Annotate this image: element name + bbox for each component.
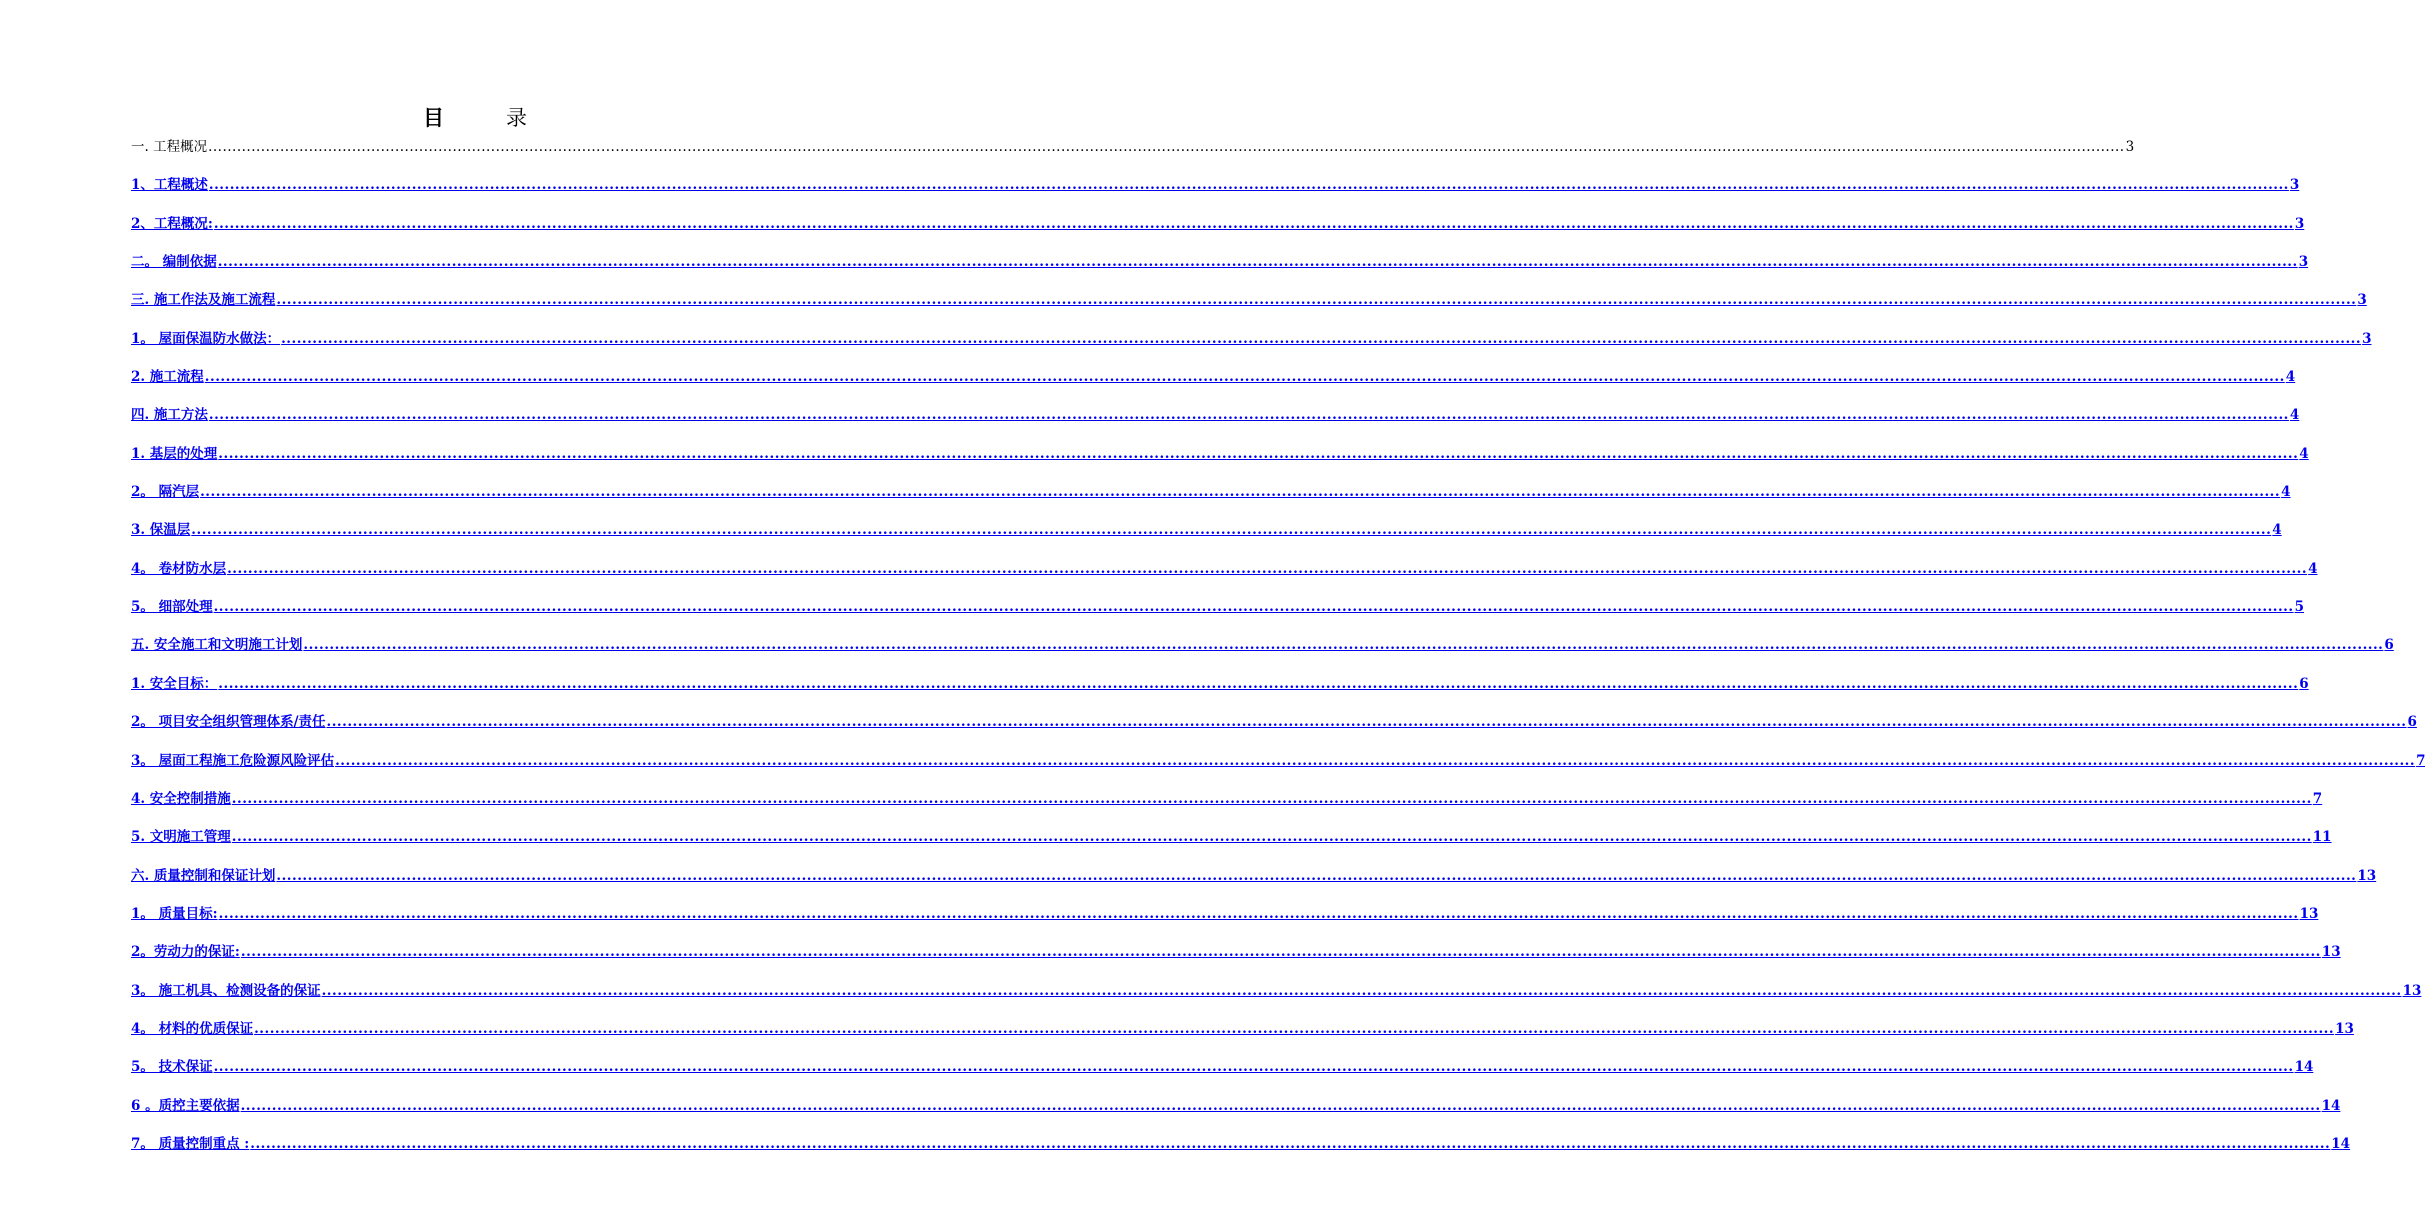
toc-entry-page-number: 3	[2357, 292, 2367, 309]
toc-dot-leader: ................................................................................................................................................................................................................................................................................................................................................................................................................	[250, 1135, 2331, 1152]
toc-entry-page-number: 11	[2312, 829, 2332, 846]
toc-entry-label: 一. 工程概况	[131, 139, 208, 155]
toc-entry[interactable]	[131, 462, 2291, 501]
toc-dot-leader: ................................................................................................................................................................................................................................................................................................................................................................................................................	[204, 369, 2285, 386]
toc-entry[interactable]	[131, 1075, 2341, 1114]
toc-dot-leader: ................................................................................................................................................................................................................................................................................................................................................................................................................	[208, 407, 2289, 424]
toc-entry[interactable]	[131, 615, 2394, 654]
toc-entry-page-number: 13	[2299, 905, 2319, 922]
toc-entry-label: 2、工程概况:	[131, 215, 213, 232]
toc-entry-label: 二。 编制依据	[131, 254, 217, 271]
table-of-contents	[131, 136, 2425, 1152]
toc-dot-leader: ................................................................................................................................................................................................................................................................................................................................................................................................................	[217, 254, 2298, 271]
toc-entry-page-number: 4	[2289, 407, 2300, 424]
toc-entry-page-number: 3	[2294, 215, 2305, 232]
toc-entry[interactable]	[131, 500, 2282, 539]
toc-entry-page-number: 3	[2289, 177, 2300, 194]
toc-entry-label: 4。 卷材防水层	[131, 560, 227, 577]
toc-entry-page-number: 13	[2335, 1020, 2354, 1037]
toc-entry-label: 4. 安全控制措施	[131, 790, 231, 807]
toc-dot-leader: ................................................................................................................................................................................................................................................................................................................................................................................................................	[240, 1097, 2321, 1114]
toc-entry-page-number: 4	[2281, 484, 2291, 501]
toc-dot-leader: ................................................................................................................................................................................................................................................................................................................................................................................................................	[321, 982, 2402, 999]
toc-entry-page-number: 5	[2294, 599, 2304, 616]
toc-entry-label: 三. 施工作法及施工流程	[131, 292, 276, 309]
toc-dot-leader: ................................................................................................................................................................................................................................................................................................................................................................................................................	[218, 905, 2299, 922]
toc-dot-leader: ................................................................................................................................................................................................................................................................................................................................................................................................................	[208, 177, 2289, 194]
toc-dot-leader: ................................................................................................................................................................................................................................................................................................................................................................................................................	[276, 867, 2357, 884]
toc-dot-leader: ................................................................................................................................................................................................................................................................................................................................................................................................................	[227, 560, 2308, 577]
toc-entry-page-number: 3	[2125, 139, 2135, 155]
toc-dot-leader: ................................................................................................................................................................................................................................................................................................................................................................................................................	[200, 484, 2281, 501]
toc-dot-leader: ................................................................................................................................................................................................................................................................................................................................................................................................................	[218, 445, 2299, 462]
toc-entry-label: 四. 施工方法	[131, 407, 208, 424]
toc-entry[interactable]	[131, 347, 2296, 386]
toc-entry[interactable]	[131, 730, 2425, 769]
toc-entry-label: 1。 屋面保温防水做法：	[131, 330, 281, 347]
toc-entry[interactable]	[131, 385, 2300, 424]
toc-entry[interactable]	[131, 136, 2135, 155]
toc-entry[interactable]	[131, 1114, 2351, 1152]
toc-entry-label: 六. 质量控制和保证计划	[131, 867, 276, 884]
toc-entry-page-number: 13	[2402, 982, 2422, 999]
toc-title	[0, 102, 950, 132]
toc-entry-label: 2。劳动力的保证:	[131, 944, 240, 961]
toc-title-part2: 录	[506, 106, 527, 130]
toc-entry-page-number: 13	[2321, 944, 2341, 961]
toc-entry[interactable]	[131, 769, 2323, 807]
toc-entry-page-number: 3	[2362, 330, 2372, 347]
toc-dot-leader: ................................................................................................................................................................................................................................................................................................................................................................................................................	[218, 675, 2299, 692]
toc-entry-page-number: 14	[2294, 1059, 2314, 1076]
toc-entry-label: 6 。质控主要依据	[131, 1097, 240, 1114]
toc-entry[interactable]	[131, 653, 2309, 692]
toc-dot-leader: ................................................................................................................................................................................................................................................................................................................................................................................................................	[254, 1020, 2335, 1037]
toc-entry-page-number: 6	[2407, 714, 2417, 731]
toc-entry-page-number: 6	[2384, 637, 2394, 654]
toc-dot-leader: ................................................................................................................................................................................................................................................................................................................................................................................................................	[213, 599, 2294, 616]
toc-entry-page-number: 7	[2312, 790, 2323, 807]
toc-entry[interactable]	[131, 922, 2341, 961]
toc-entry[interactable]	[131, 999, 2354, 1037]
toc-dot-leader: ................................................................................................................................................................................................................................................................................................................................................................................................................	[213, 1059, 2294, 1076]
toc-dot-leader: ................................................................................................................................................................................................................................................................................................................................................................................................................	[231, 790, 2312, 807]
toc-entry[interactable]	[131, 807, 2332, 846]
toc-entry[interactable]	[131, 308, 2372, 347]
toc-entry[interactable]	[131, 960, 2422, 999]
toc-entry[interactable]	[131, 845, 2377, 884]
toc-entry-label: 3。 施工机具、检测设备的保证	[131, 982, 321, 999]
toc-entry-label: 1. 基层的处理	[131, 445, 218, 462]
toc-entry[interactable]	[131, 577, 2304, 616]
toc-dot-leader: ................................................................................................................................................................................................................................................................................................................................................................................................................	[240, 944, 2321, 961]
toc-entry-label: 五. 安全施工和文明施工计划	[131, 637, 303, 654]
toc-dot-leader: ................................................................................................................................................................................................................................................................................................................................................................................................................	[335, 752, 2416, 769]
toc-entry-label: 3. 保温层	[131, 522, 191, 539]
toc-entry-page-number: 4	[2285, 369, 2296, 386]
toc-dot-leader: ................................................................................................................................................................................................................................................................................................................................................................................................................	[276, 292, 2357, 309]
toc-entry-page-number: 13	[2357, 867, 2377, 884]
toc-entry-label: 2。 隔汽层	[131, 484, 200, 501]
toc-dot-leader: ................................................................................................................................................................................................................................................................................................................................................................................................................	[213, 215, 2294, 232]
toc-dot-leader: ................................................................................................................................................................................................................................................................................................................................................................................................................	[281, 330, 2362, 347]
toc-entry-page-number: 14	[2321, 1097, 2341, 1114]
toc-entry-page-number: 4	[2272, 522, 2282, 539]
toc-entry-page-number: 14	[2331, 1135, 2351, 1152]
toc-entry-label: 1. 安全目标：	[131, 675, 218, 692]
toc-entry-label: 2. 施工流程	[131, 369, 204, 386]
toc-entry-page-number: 4	[2299, 445, 2309, 462]
toc-entry[interactable]	[131, 538, 2318, 577]
toc-entry[interactable]	[131, 270, 2367, 309]
toc-entry[interactable]	[131, 423, 2309, 462]
toc-dot-leader: ................................................................................................................................................................................................................................................................................................................................................................................................................	[231, 829, 2312, 846]
toc-entry[interactable]	[131, 155, 2300, 194]
toc-entry-label: 5. 文明施工管理	[131, 829, 231, 846]
toc-entry-label: 4。 材料的优质保证	[131, 1020, 254, 1037]
toc-entry-page-number: 6	[2299, 675, 2309, 692]
toc-entry-label: 1、工程概述	[131, 177, 208, 194]
toc-entry[interactable]	[131, 1037, 2314, 1076]
toc-entry[interactable]	[131, 232, 2309, 271]
toc-entry-label: 2。 项目安全组织管理体系/责任	[131, 714, 326, 731]
toc-entry[interactable]	[131, 884, 2319, 922]
toc-title-part1: 目	[423, 105, 444, 130]
toc-dot-leader: ................................................................................................................................................................................................................................................................................................................................................................................................................	[326, 714, 2407, 731]
toc-dot-leader: ................................................................................................................................................................................................................................................................................................................................................................................................................	[303, 637, 2384, 654]
toc-entry-label: 7。 质量控制重点 :	[131, 1135, 250, 1152]
toc-entry-label: 5。 细部处理	[131, 599, 213, 616]
toc-entry[interactable]	[131, 692, 2417, 731]
toc-dot-leader: ................................................................................................................................................................................................................................................................................................................................................................................................................	[208, 139, 2125, 155]
toc-entry-page-number: 7	[2416, 752, 2425, 769]
toc-dot-leader: ................................................................................................................................................................................................................................................................................................................................................................................................................	[191, 522, 2272, 539]
toc-entry-page-number: 3	[2298, 254, 2309, 271]
toc-entry-label: 5。 技术保证	[131, 1059, 213, 1076]
toc-entry-label: 3。 屋面工程施工危险源风险评估	[131, 752, 335, 769]
toc-entry-page-number: 4	[2308, 560, 2318, 577]
toc-entry-label: 1。 质量目标:	[131, 905, 218, 922]
toc-entry[interactable]	[131, 193, 2305, 232]
